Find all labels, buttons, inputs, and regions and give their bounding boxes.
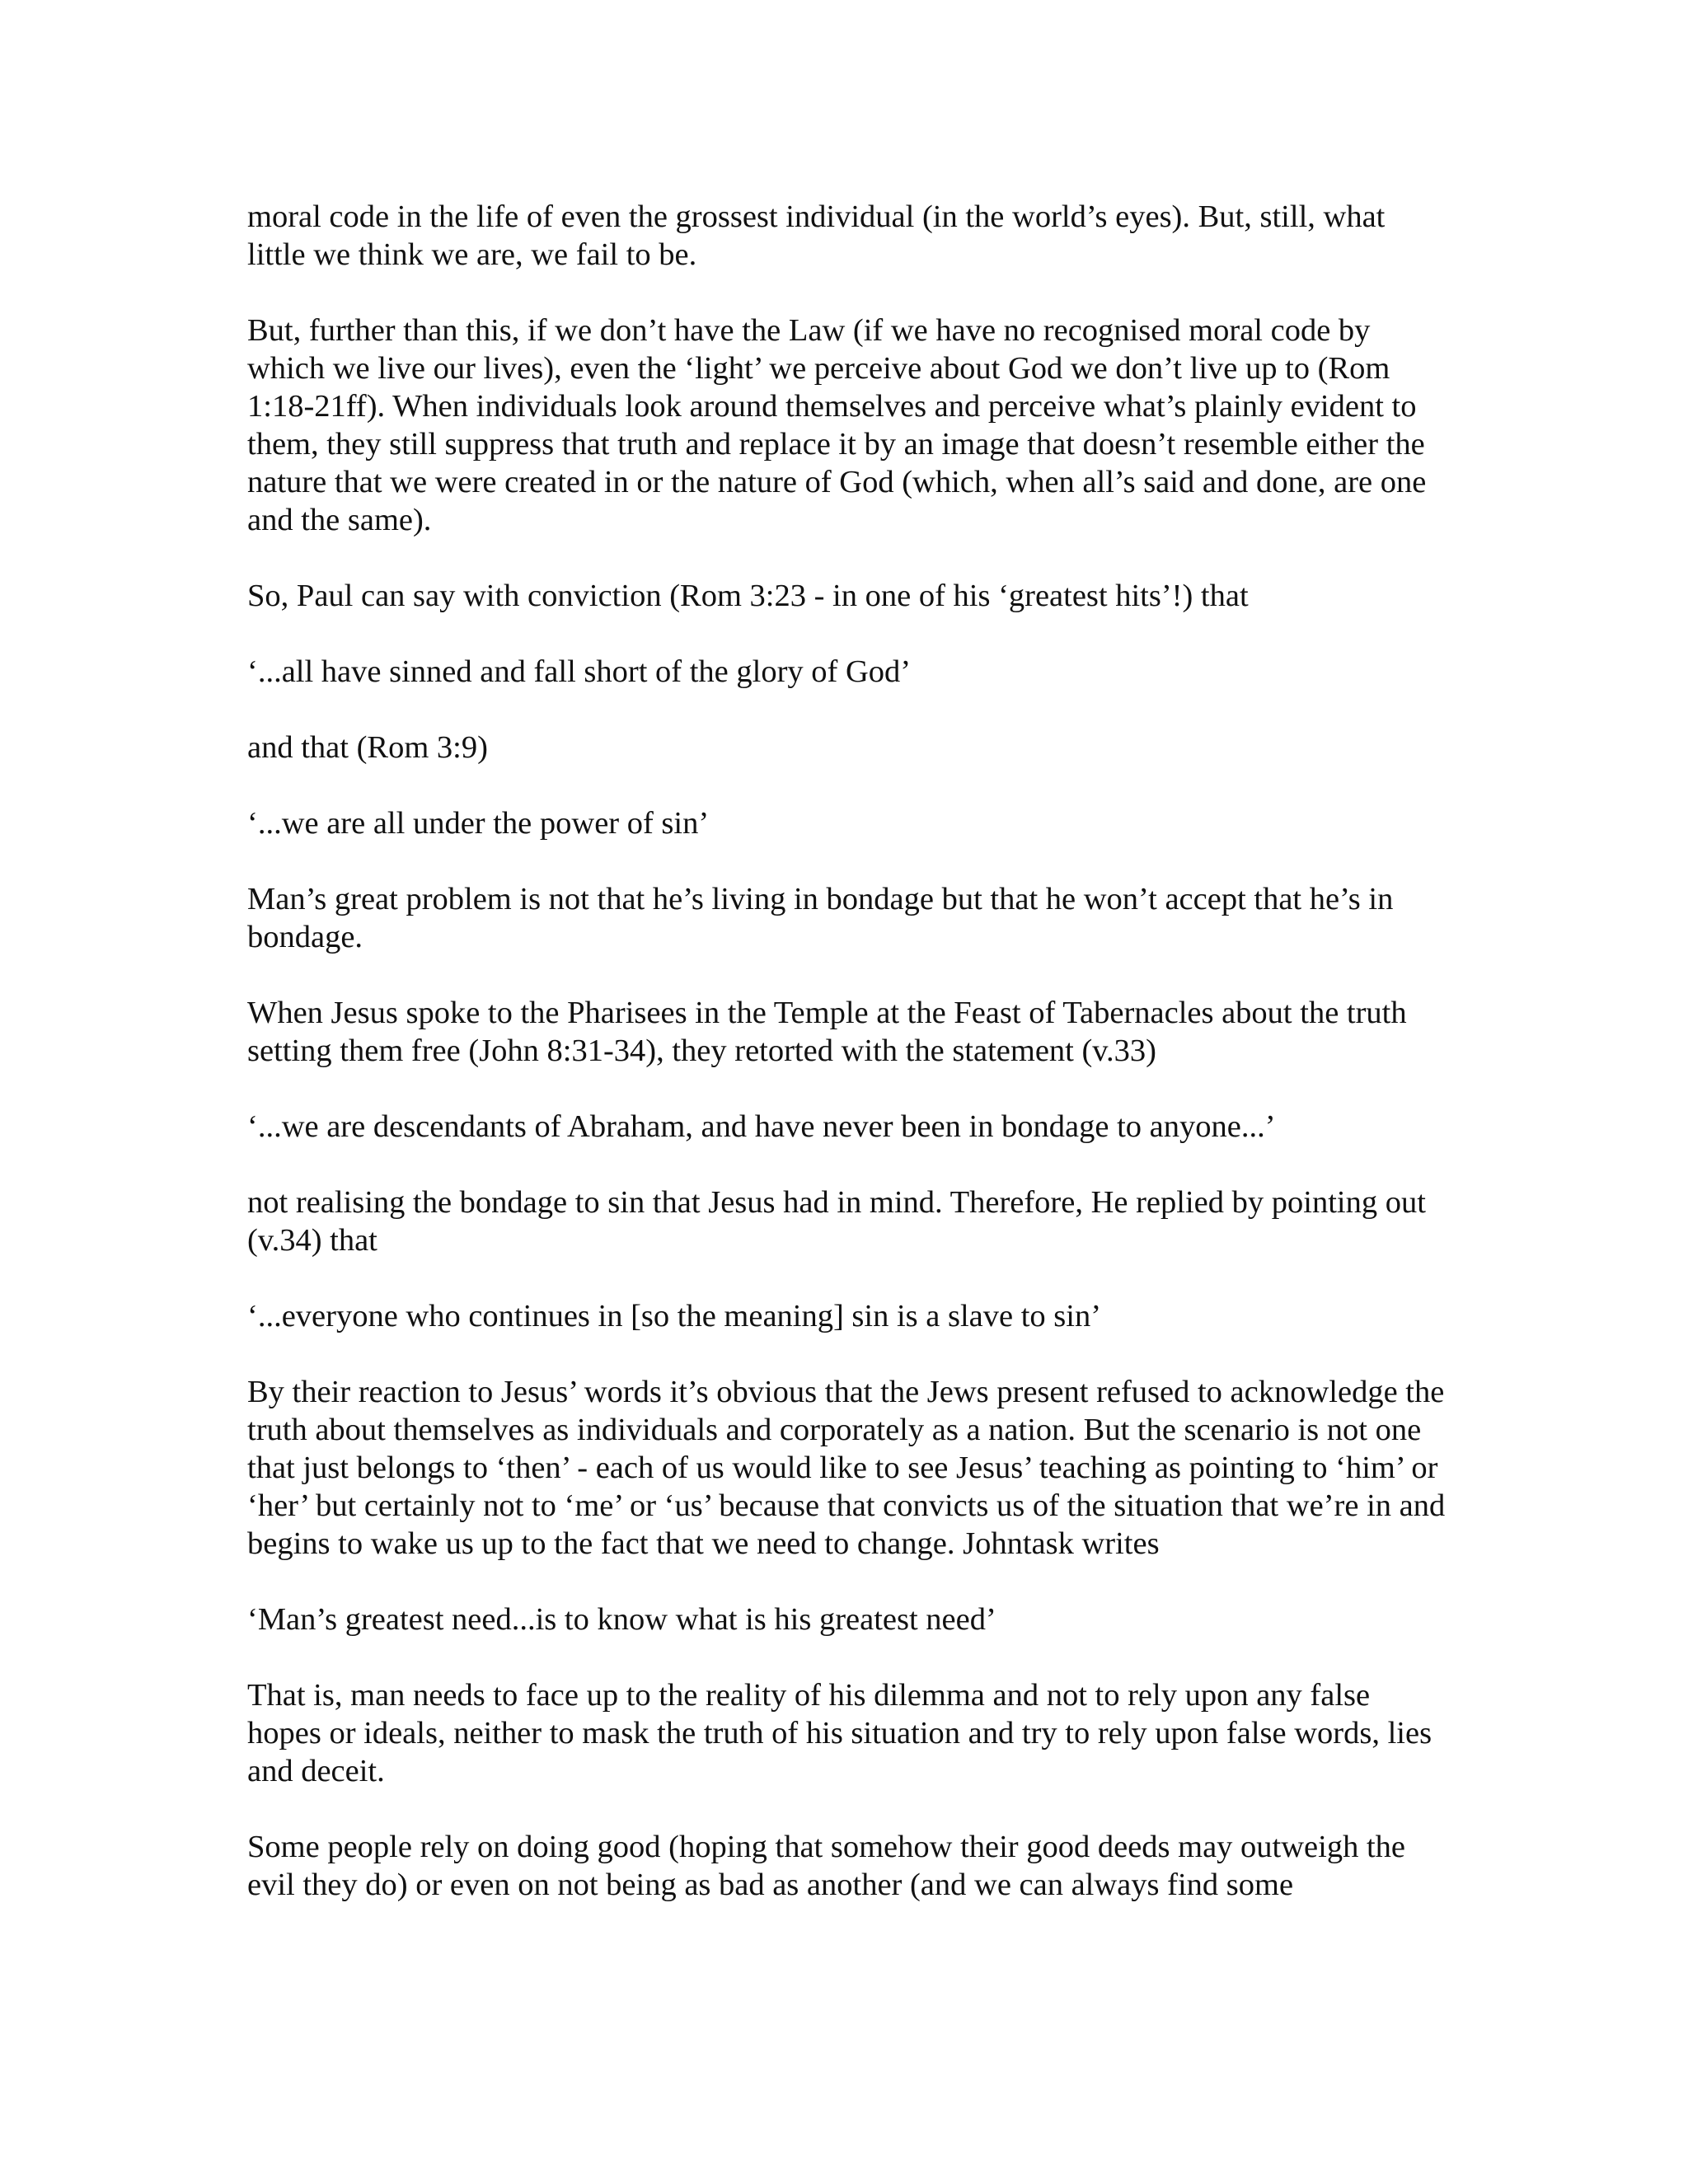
paragraph-and-that: and that (Rom 3:9) (247, 730, 488, 765)
paragraph-face-reality: That is, man needs to face up to the reality of his dilemma and not to rely upon any false hopes or ideals, neither to mask the truth of his situation and try to rely upon false words, lies and deceit. (247, 1678, 1432, 1788)
paragraph-bondage: Man’s great problem is not that he’s living in bondage but that he won’t accept that he’s in bondage. (247, 882, 1394, 954)
quote-rom-3-9: ‘...we are all under the power of sin’ (247, 806, 710, 841)
paragraph-law-light: But, further than this, if we don’t have the Law (if we have no recognised moral code by which we live our lives), even the ‘light’ we perceive about God we don’t live up to (Rom 1:18-21ff). When individuals look around themselves and perceive what’s plainly evident to them, they still suppress that truth and replace it by an image that doesn’t resemble either the nature that we were created in or the nature of God (which, when all’s said and done, are one and the same). (247, 313, 1427, 537)
paragraph-doing-good: Some people rely on doing good (hoping that somehow their good deeds may outweigh the evil they do) or even on not being as bad as another (and we can always find some (247, 1830, 1406, 1902)
quote-john-8-33: ‘...we are descendants of Abraham, and have never been in bondage to anyone...’ (247, 1109, 1276, 1144)
paragraph-not-realising: not realising the bondage to sin that Jesus had in mind. Therefore, He replied by pointing out (v.34) that (247, 1185, 1426, 1258)
quote-john-8-34: ‘...everyone who continues in [so the meaning] sin is a slave to sin’ (247, 1299, 1102, 1333)
paragraph-moral-code: moral code in the life of even the grossest individual (in the world’s eyes). But, still, what little we think we are, we fail to be. (247, 199, 1386, 272)
body-text (247, 198, 1451, 1942)
quote-rom-3-23: ‘...all have sinned and fall short of the glory of God’ (247, 654, 912, 689)
paragraph-pharisees: When Jesus spoke to the Pharisees in the Temple at the Feast of Tabernacles about the truth setting them free (John 8:31-34), they retorted with the statement (v.33) (247, 996, 1407, 1068)
paragraph-paul-conviction: So, Paul can say with conviction (Rom 3:23 - in one of his ‘greatest hits’!) that (247, 579, 1249, 613)
paragraph-reaction: By their reaction to Jesus’ words it’s obvious that the Jews present refused to acknowledge the truth about themselves as individuals and corporately as a nation. But the scenario is not one that just belongs to ‘then’ - each of us would like to see Jesus’ teaching as pointing to ‘him’ or ‘her’ but certainly not to ‘me’ or ‘us’ because that convicts us of the situation that we’re in and begins to wake us up to the fact that we need to change. Johntask writes (247, 1375, 1446, 1561)
quote-greatest-need: ‘Man’s greatest need...is to know what is his greatest need’ (247, 1602, 996, 1637)
